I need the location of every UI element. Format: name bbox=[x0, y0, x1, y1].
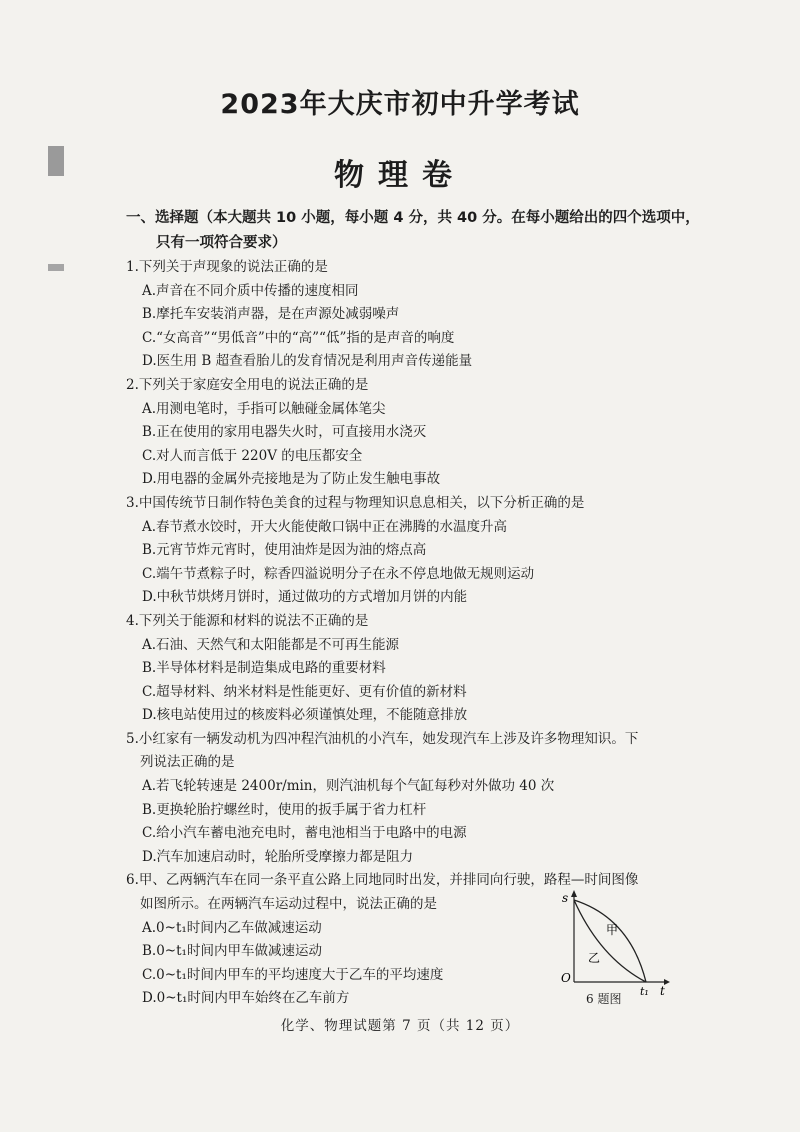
scan-mark bbox=[48, 264, 64, 271]
section-heading bbox=[126, 206, 726, 256]
s-axis-arrow bbox=[571, 890, 577, 897]
question-stem: 4.下列关于能源和材料的说法不正确的是 bbox=[126, 612, 369, 629]
question bbox=[126, 610, 716, 728]
page-footer: 化学、物理试题第 7 页（共 12 页） bbox=[280, 1018, 520, 1034]
option-a: A.春节煮水饺时，开大火能使敞口锅中正在沸腾的水温度升高 bbox=[142, 518, 508, 535]
s-axis-label: s bbox=[562, 891, 569, 905]
question-stem: 5.小红家有一辆发动机为四冲程汽油机的小汽车，她发现汽车上涉及许多物理知识。下 bbox=[126, 730, 639, 747]
jia-label: 甲 bbox=[606, 923, 619, 937]
figure-caption: 6 题图 bbox=[586, 992, 622, 1006]
option-d: D.中秋节烘烤月饼时，通过做功的方式增加月饼的内能 bbox=[142, 589, 468, 606]
distance-time-graph bbox=[560, 890, 670, 998]
option-b: B.0~t₁时间内甲车做减速运动 bbox=[142, 943, 322, 960]
section-heading-cont: 只有一项符合要求） bbox=[156, 235, 287, 251]
option-a: A.石油、天然气和太阳能都是不可再生能源 bbox=[142, 636, 400, 653]
option-c: C.“女高音”“男低音”中的“高”“低”指的是声音的响度 bbox=[142, 329, 455, 346]
exam-title: 2023年大庆市初中升学考试 bbox=[220, 89, 580, 120]
question-stem-cont: 列说法正确的是 bbox=[140, 754, 235, 771]
question-stem: 2.下列关于家庭安全用电的说法正确的是 bbox=[126, 376, 369, 393]
option-d: D.汽车加速启动时，轮胎所受摩擦力都是阻力 bbox=[142, 848, 414, 865]
option-c: C.端午节煮粽子时，粽香四溢说明分子在永不停息地做无规则运动 bbox=[142, 565, 535, 582]
question-stem-cont: 如图所示。在两辆汽车运动过程中，说法正确的是 bbox=[140, 896, 437, 913]
question-stem: 6.甲、乙两辆汽车在同一条平直公路上同地同时出发，并排同向行驶，路程—时间图像 bbox=[126, 872, 639, 889]
option-a: A.声音在不同介质中传播的速度相同 bbox=[142, 282, 359, 299]
yi-curve bbox=[574, 900, 646, 982]
option-b: B.元宵节炸元宵时，使用油炸是因为油的熔点高 bbox=[142, 542, 427, 559]
question bbox=[126, 374, 716, 492]
t-axis-arrow bbox=[664, 979, 670, 985]
option-a: A.若飞轮转速是 2400r/min，则汽油机每个气缸每秒对外做功 40 次 bbox=[142, 778, 555, 795]
option-d: D.核电站使用过的核废料必须谨慎处理，不能随意排放 bbox=[142, 707, 468, 724]
distance-time-figure bbox=[560, 890, 670, 1010]
option-a: A.0~t₁时间内乙车做减速运动 bbox=[142, 919, 322, 936]
option-b: B.摩托车安装消声器，是在声源处减弱噪声 bbox=[142, 306, 400, 323]
option-b: B.半导体材料是制造集成电路的重要材料 bbox=[142, 660, 386, 677]
option-c: C.超导材料、纳米材料是性能更好、更有价值的新材料 bbox=[142, 683, 467, 700]
option-a: A.用测电笔时，手指可以触碰金属体笔尖 bbox=[142, 400, 386, 417]
question-stem: 3.中国传统节日制作特色美食的过程与物理知识息息相关，以下分析正确的是 bbox=[126, 494, 585, 511]
option-b: B.更换轮胎拧螺丝时，使用的扳手属于省力杠杆 bbox=[142, 801, 427, 818]
yi-label: 乙 bbox=[588, 951, 601, 965]
question bbox=[126, 728, 716, 870]
option-d: D.0~t₁时间内甲车始终在乙车前方 bbox=[142, 990, 350, 1007]
t-axis-label: t bbox=[660, 984, 665, 998]
question bbox=[126, 492, 716, 610]
question bbox=[126, 256, 716, 374]
t1-label: t₁ bbox=[640, 985, 649, 998]
option-b: B.正在使用的家用电器失火时，可直接用水浇灭 bbox=[142, 424, 427, 441]
paper-subtitle: 物理卷 bbox=[334, 158, 466, 193]
option-d: D.医生用 B 超查看胎儿的发育情况是利用声音传递能量 bbox=[142, 353, 473, 370]
option-c: C.对人而言低于 220V 的电压都安全 bbox=[142, 447, 363, 464]
question-stem: 1.下列关于声现象的说法正确的是 bbox=[126, 259, 328, 275]
origin-label: O bbox=[561, 971, 571, 985]
option-c: C.0~t₁时间内甲车的平均速度大于乙车的平均速度 bbox=[142, 966, 444, 983]
section-heading-line: 一、选择题（本大题共 10 小题，每小题 4 分，共 40 分。在每小题给出的四个选项中， bbox=[126, 210, 700, 226]
jia-curve bbox=[574, 900, 646, 982]
option-d: D.用电器的金属外壳接地是为了防止发生触电事故 bbox=[142, 471, 441, 488]
option-c: C.给小汽车蓄电池充电时，蓄电池相当于电路中的电源 bbox=[142, 825, 467, 842]
